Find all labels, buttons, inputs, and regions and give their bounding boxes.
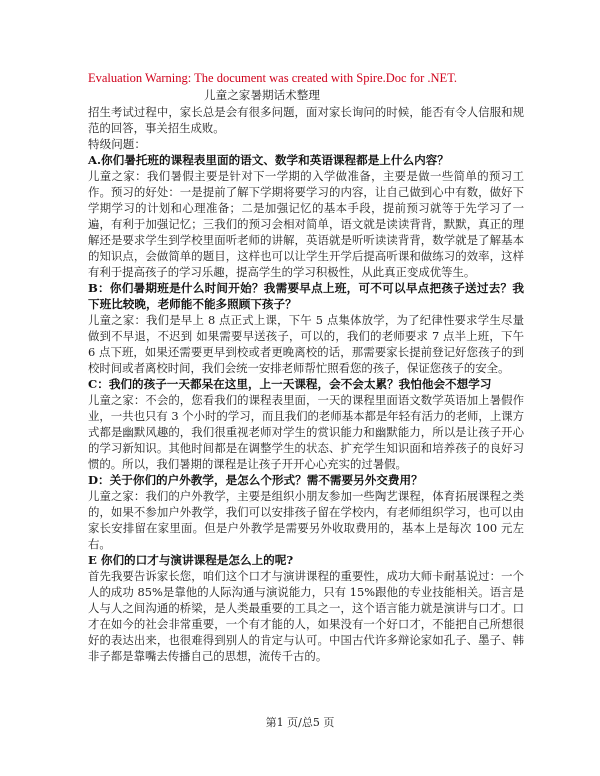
question-d: D：关于你们的户外教学，是怎么个形式？需不需要另外交费用？: [88, 473, 423, 487]
document-title: 儿童之家暑期话术整理: [204, 88, 320, 102]
answer-b: 儿童之家：我们是早上 8 点正式上课，下午 5 点集体放学，为了纪律性要求学生尽量做到不早退，不迟到 如果需要早送孩子，可以的，我们的老师要求 7 点半上班，下午 6 点下班，如果还需要更早到校或者更晚离校的话，那需要家长提前登记好您孩子的到校时间或者离校时间，我们会统一安排老师帮忙照看您的孩子，保证您孩子的安全。: [88, 313, 524, 375]
answer-a: 儿童之家：我们暑假主要是针对下一学期的入学做准备，主要是做一些简单的预习工作。预习的好处：一是提前了解下学期将要学习的内容，让自己做到心中有数，做好下学期学习的计划和心理准备；二是加强记忆的基本手段，提前预习就等于先学习了一遍，有利于加强记忆；三我们的预习会相对简单，语文就是读读背背，默默，真正的理解还是要求学生到学校里面听老师的讲解，英语就是听听读读背背，数学就是了解基本的知识点，会做简单的题目，这样也可以让学生开学后提高听课和做练习的效率，这样有利于提高孩子的学习乐趣，提高学生的学习积极性，从此真正变成优等生。: [88, 169, 524, 279]
section-label: 特级问题：: [88, 137, 146, 151]
question-b: B：你们暑期班是什么时间开始？我需要早点上班，可不可以早点把孩子送过去？我下班比较晚，老师能不能多照顾下孩子？: [88, 281, 524, 311]
answer-d: 儿童之家：我们的户外教学，主要是组织小朋友参加一些陶艺课程，体育拓展课程之类的，如果不参加户外教学，我们可以安排孩子留在学校内，有老师组织学习，也可以由家长安排留在家里面。但是户外教学是需要另外收取费用的，基本上是每次 100 元左右。: [88, 489, 524, 551]
question-e: E 你们的口才与演讲课程是怎么上的呢?: [88, 553, 294, 567]
question-c: C：我们的孩子一天都呆在这里，上一天课程，会不会太累？我怕他会不想学习: [88, 377, 492, 391]
page-footer: 第1 页/总5 页: [265, 716, 335, 729]
page-content: [88, 70, 524, 664]
question-a: A.你们暑托班的课程表里面的语文、数学和英语课程都是上什么内容？: [88, 153, 449, 167]
intro-paragraph: 招生考试过程中，家长总是会有很多问题，面对家长询问的时候，能否有令人信服和规范的回答，事关招生成败。: [88, 105, 524, 135]
answer-e: 首先我要告诉家长您，咱们这个口才与演讲课程的重要性，成功大师卡耐基说过：一个人的成功 85%是靠他的人际沟通与演说能力，只有 15%跟他的专业技能相关。语言是人与人之间沟通的桥梁，是人类最重要的工具之一，这个语言能力就是演讲与口才。口才在如今的社会非常重要，一个有才能的人，如果没有一个好口才，不能把自己所想很好的表达出来，也很难得到别人的肯定与认可。中国古代许多辩论家如孔子、墨子、韩非子都是靠嘴去传播自己的思想，流传千古的。: [88, 569, 524, 663]
evaluation-warning: Evaluation Warning: The document was created with Spire.Doc for .NET.: [88, 71, 458, 85]
answer-c: 儿童之家：不会的，您看我们的课程表里面，一天的课程里面语文数学英语加上暑假作业，一共也只有 3 个小时的学习，而且我们的老师基本都是年轻有活力的老师，上课方式都是幽默风趣的，我们很重视老师对学生的赏识能力和幽默能力，所以是让孩子开心的学习新知识。其他时间都是在调整学生的状态、扩充学生知识面和培养孩子的良好习惯的。所以，我们暑期的课程是让孩子开开心心充实的过暑假。: [88, 393, 524, 471]
